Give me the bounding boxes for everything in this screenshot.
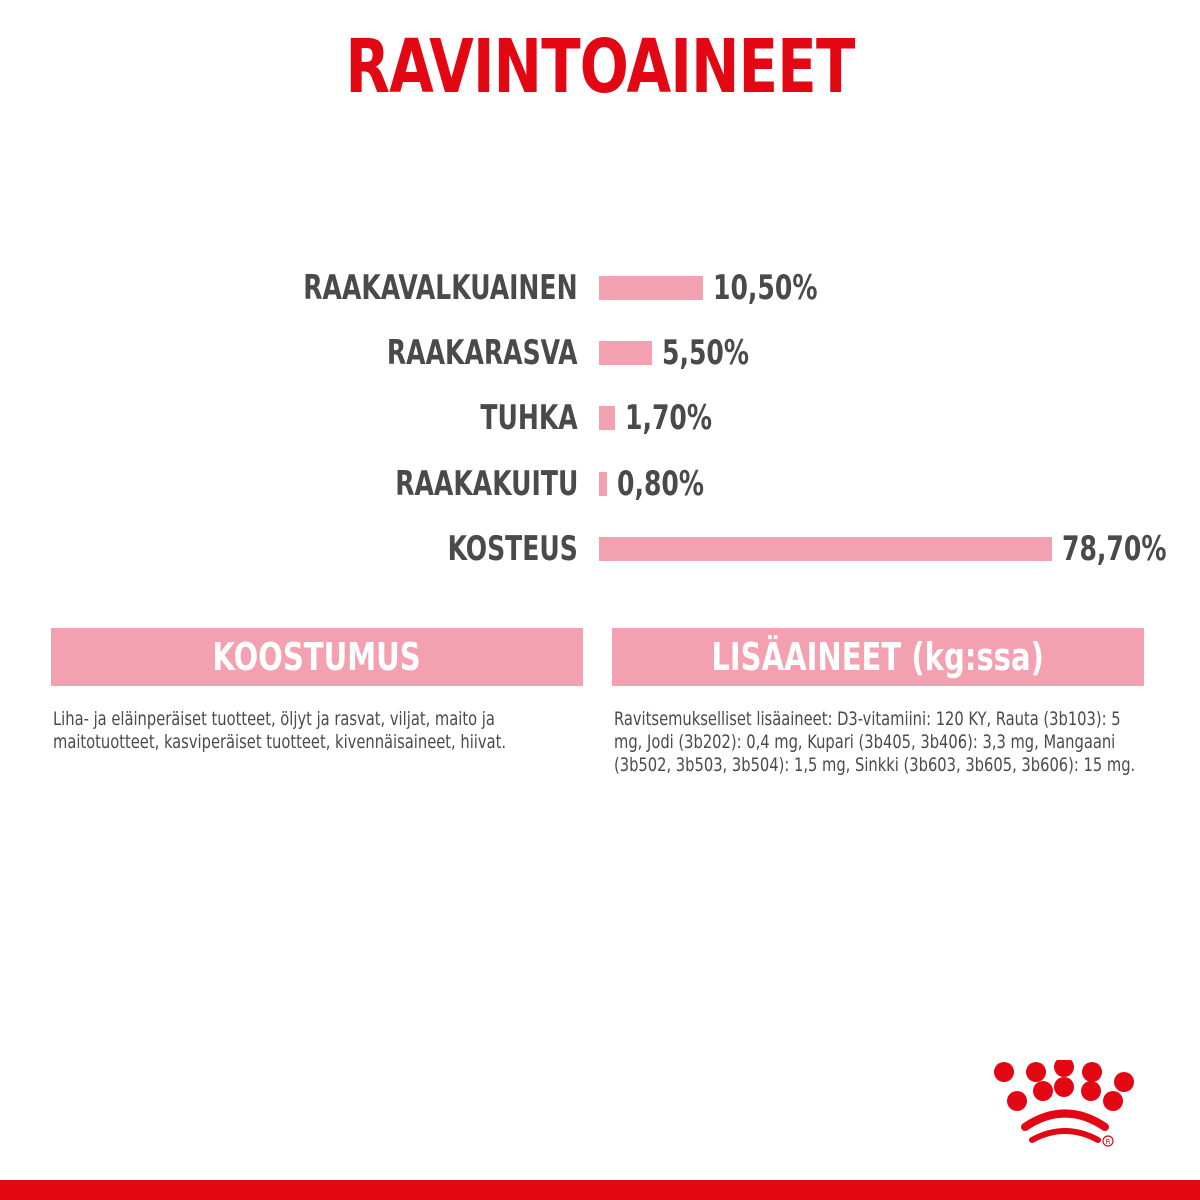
additives-heading-label: LISÄAINEET (kg:ssa) [711,635,1045,679]
nutrient-value: 0,80% [617,464,705,504]
svg-text:R: R [1105,1138,1111,1146]
nutrient-value: 1,70% [625,398,713,438]
nutrient-label: KOSTEUS [447,529,578,569]
nutrient-bar [599,472,607,496]
nutrient-bar [599,276,703,300]
nutrient-bar [599,341,652,365]
nutrient-value: 10,50% [713,268,818,308]
footer-red-strip [0,1180,1200,1200]
nutrient-label: RAAKAVALKUAINEN [303,268,578,308]
composition-heading [51,628,583,686]
nutrient-row [0,333,1200,373]
nutrient-value: 5,50% [662,333,750,373]
nutrient-row [0,398,1200,438]
nutrient-label: RAAKAKUITU [394,464,578,504]
composition-text: Liha- ja eläinperäiset tuotteet, öljyt ja rasvat, viljat, maito ja maitotuotteet, kasviperäiset tuotteet, kivennäisaineet, hiivat. [53,708,507,753]
additives-text: Ravitsemukselliset lisäaineet: D3-vitamiini: 120 KY, Rauta (3b103): 5 mg, Jodi (3b202): 0,4 mg, Kupari (3b405, 3b406): 3,3 mg, Mangaani (3b502, 3b503, 3b504): 1,5 mg, Sinkki (3b603, 3b605, 3b606): 15 mg. [614,708,1136,776]
nutrient-row [0,268,1200,308]
nutrient-bar [599,406,615,430]
nutrient-bar [599,537,1052,561]
nutrient-label: RAAKARASVA [387,333,578,373]
page-title: RAVINTOAINEET [345,24,855,110]
crown-logo-icon [985,1060,1145,1160]
nutrient-row [0,464,1200,504]
nutrient-value: 78,70% [1062,529,1167,569]
additives-heading [612,628,1144,686]
nutrient-label: TUHKA [480,398,578,438]
composition-heading-label: KOOSTUMUS [212,635,422,679]
nutrient-row [0,529,1200,569]
